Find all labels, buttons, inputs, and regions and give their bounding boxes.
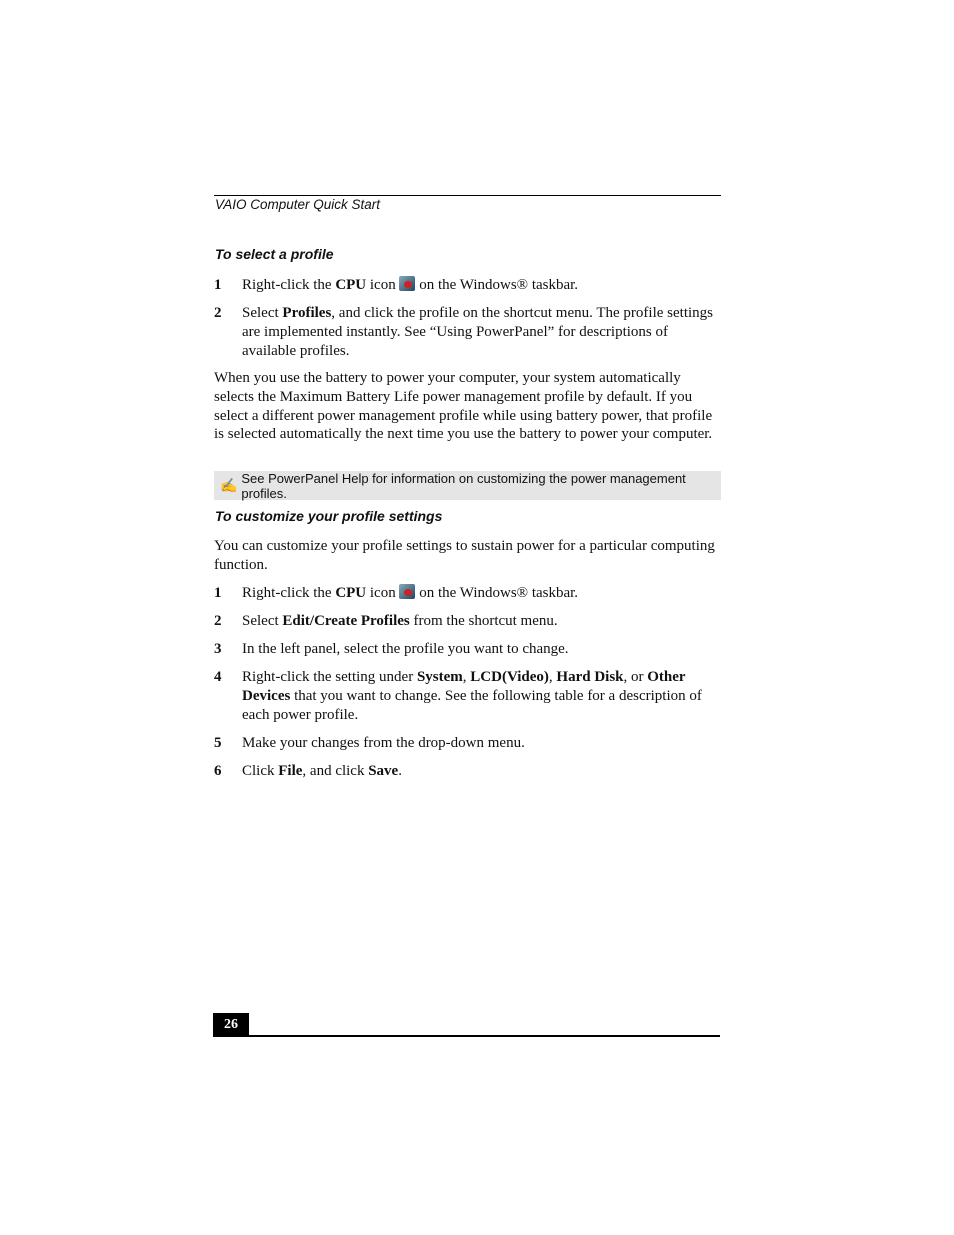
running-header: VAIO Computer Quick Start: [215, 197, 381, 212]
step-2: 2 Select Edit/Create Profiles from the shortcut menu.: [214, 613, 558, 629]
note-box: ✍ See PowerPanel Help for information on customizing the power management profiles.: [214, 471, 721, 500]
footer-rule: [213, 1035, 720, 1037]
cpu-icon: [399, 276, 415, 291]
paragraph-battery: When you use the battery to power your computer, your system automatically selects the Maximum Battery Life power management profile by default. If you select a different power management profile while using battery power, that profile is selected automatically the next time you use the battery to power your computer.: [214, 370, 713, 443]
step-4: 4 Right-click the setting under System, LCD(Video), Hard Disk, or Other Devices that you want to change. See the following table for a description of each power profile.: [214, 669, 702, 723]
page-number: 26: [213, 1013, 249, 1036]
section-heading-customize: To customize your profile settings: [215, 508, 443, 524]
paragraph-customize: You can customize your profile settings to sustain power for a particular computing function.: [214, 538, 715, 573]
section-heading-select-profile: To select a profile: [215, 246, 334, 262]
header-rule: [214, 195, 721, 196]
step-6: 6 Click File, and click Save.: [214, 763, 402, 779]
step-1: 1 Right-click the CPU icon on the Windows® taskbar.: [214, 585, 579, 601]
step-1: 1 Right-click the CPU icon on the Windows® taskbar.: [214, 277, 579, 293]
step-3: 3 In the left panel, select the profile you want to change.: [214, 641, 569, 657]
cpu-icon: [399, 584, 415, 599]
step-2: 2 Select Profiles, and click the profile on the shortcut menu. The profile settings are implemented instantly. See “Using PowerPanel” for descriptions of available profiles.: [214, 305, 713, 359]
note-pencil-icon: ✍: [220, 477, 238, 493]
step-5: 5 Make your changes from the drop-down menu.: [214, 735, 525, 751]
